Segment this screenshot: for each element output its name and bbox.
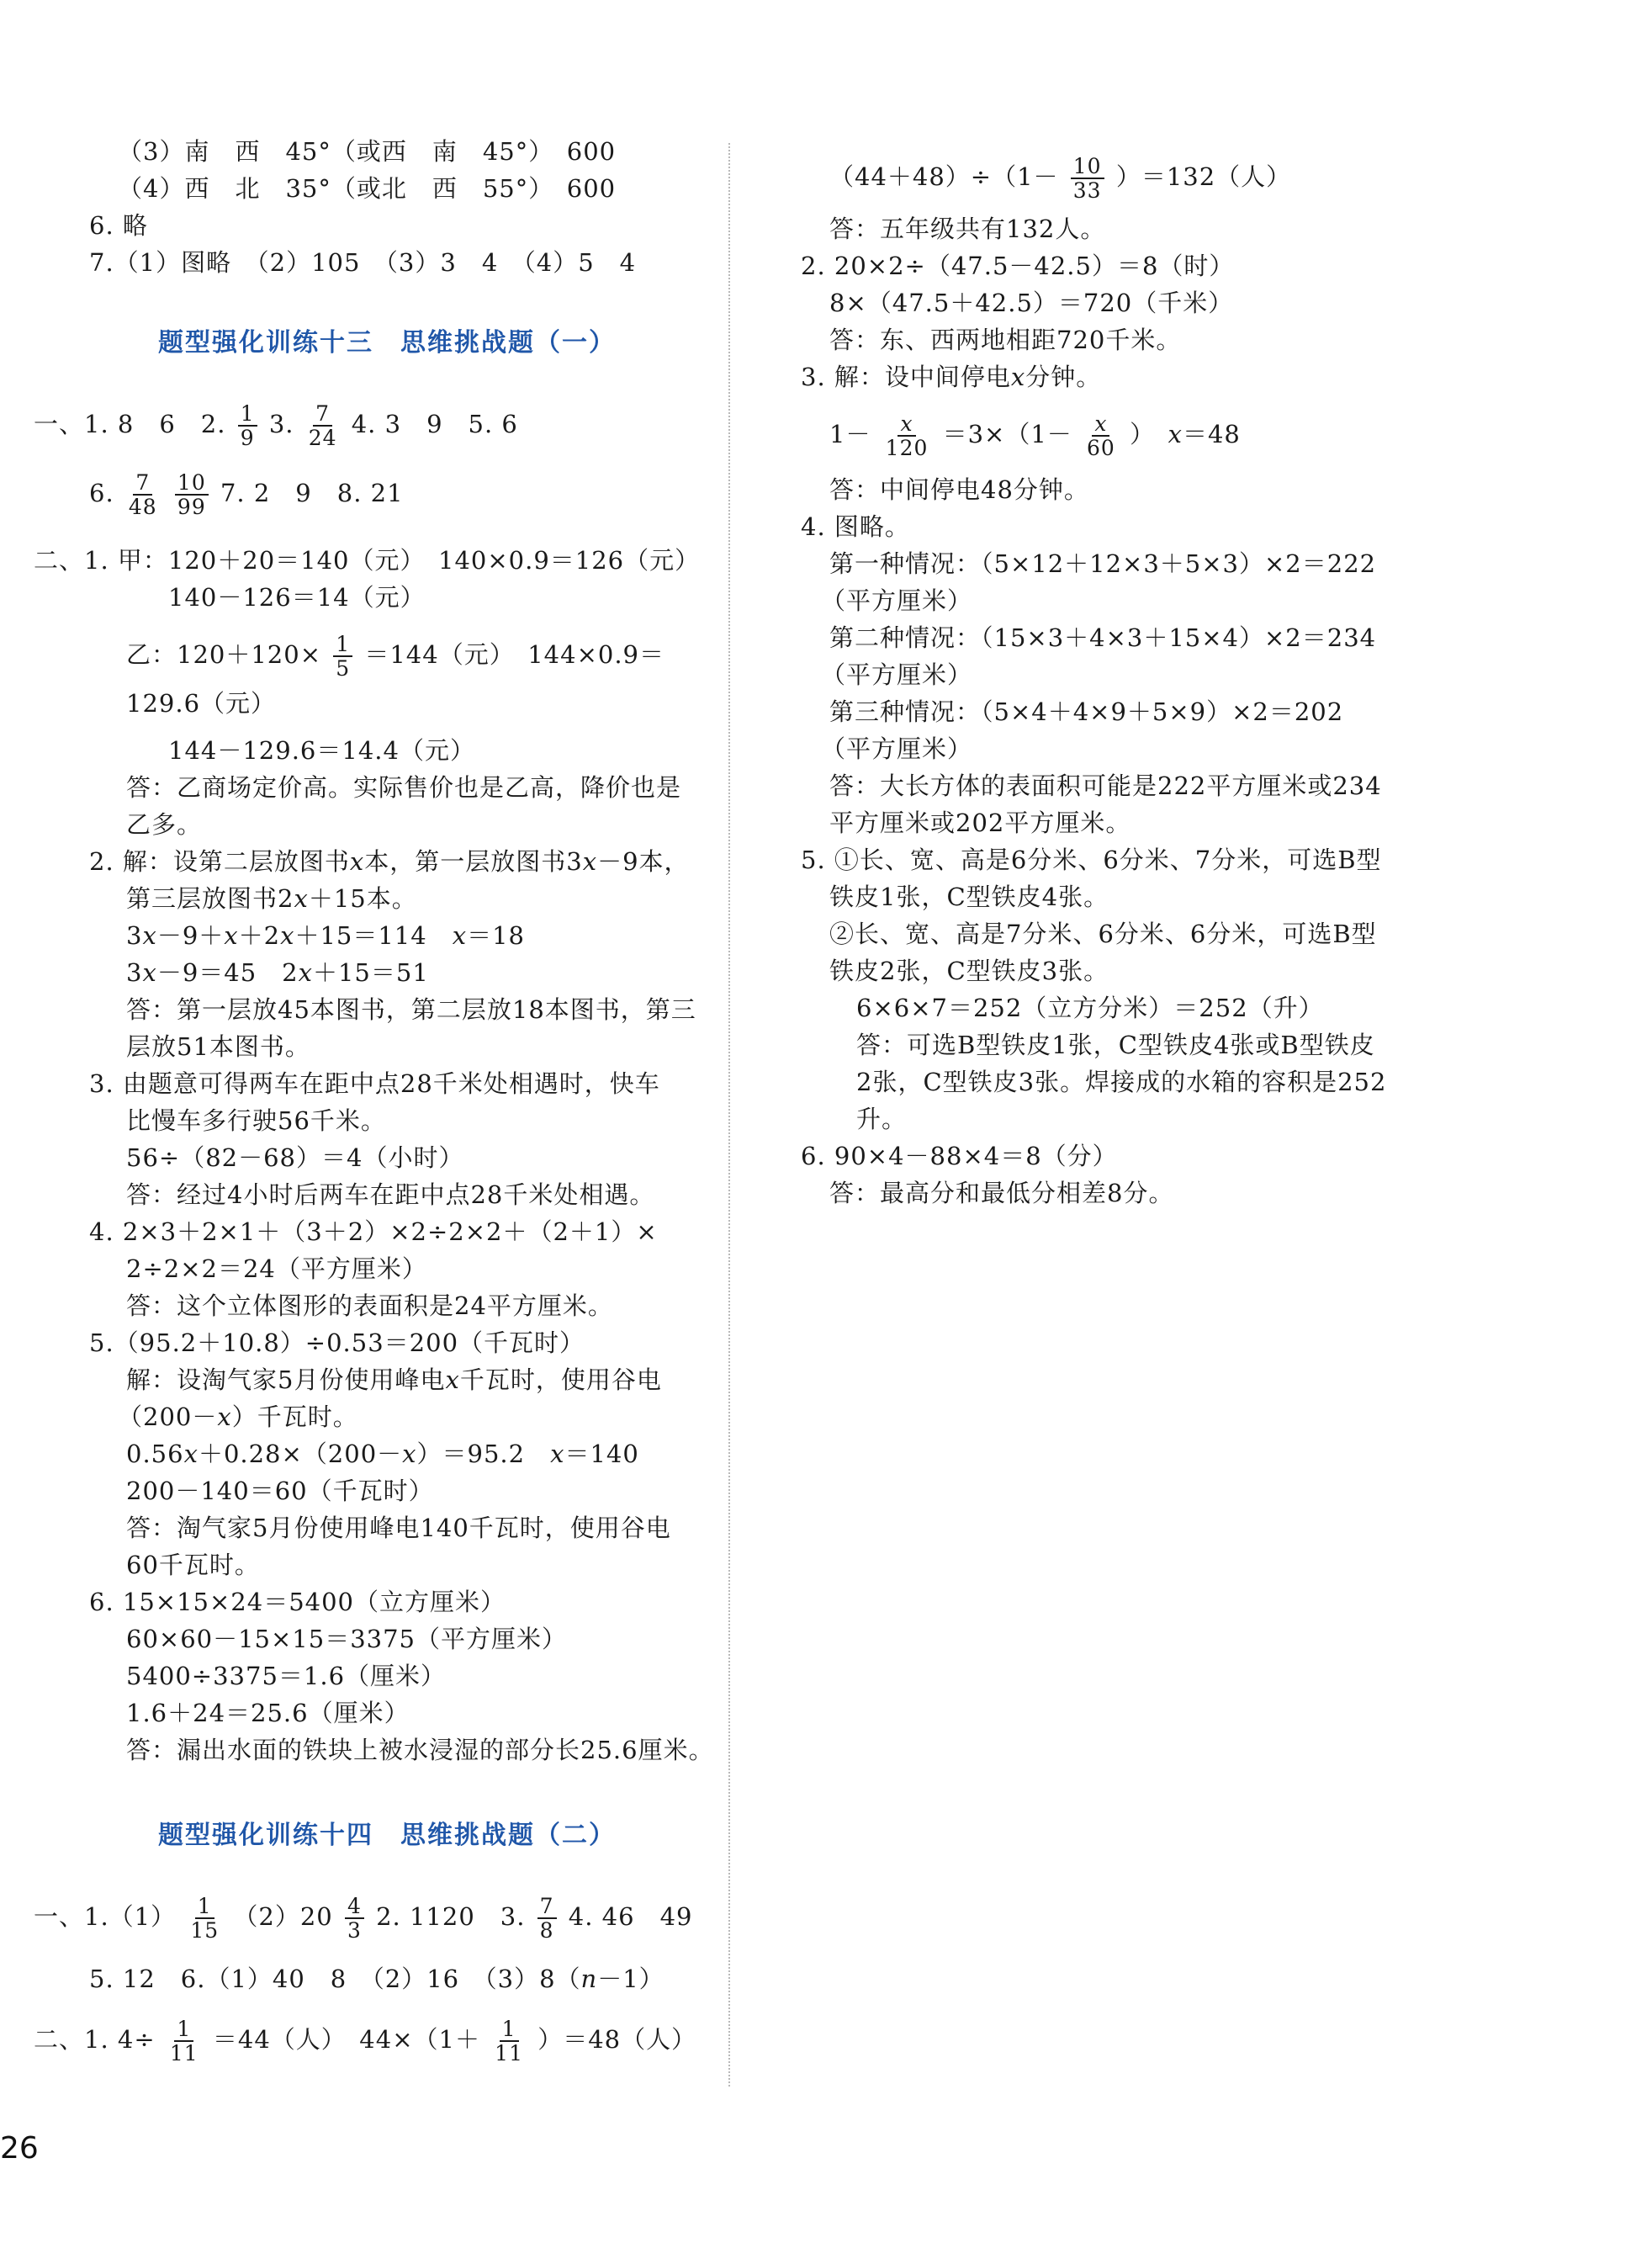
text-line: 答：乙商场定价高。实际售价也是乙高，降价也是	[126, 773, 682, 802]
text-line: 6. 略	[89, 211, 148, 240]
answer-line: 一、1.（1） $\frac{1}{15}$ （2）20 $\frac{4}{3}$ 2. 1120 3. $\frac{7}{8}$ 4. 46 49	[34, 1894, 693, 1943]
text-line: （平方厘米）	[821, 586, 973, 615]
section-heading: 题型强化训练十三 思维挑战题（一）	[158, 328, 616, 358]
text-line: 答：淘气家5月份使用峰电140千瓦时，使用谷电	[126, 1514, 671, 1542]
answer-line: 2. 解：设第二层放图书x本，第一层放图书3x－9本，	[89, 847, 690, 876]
text-line: 2张，C型铁皮3张。焊接成的水箱的容积是252	[856, 1068, 1387, 1096]
fraction: $\frac{7}{48}$	[128, 470, 157, 519]
text-line: 2. 20×2÷（47.5－42.5）＝8（时）	[801, 252, 1235, 280]
fraction: $\frac{x}{60}$	[1087, 411, 1115, 460]
answer-line: 5. 12 6.（1）40 8 （2）16 （3）8（n－1）	[89, 1965, 665, 1993]
equation-line: 1－ $\frac{x}{120}$ ＝3×（1－ $\frac{x}{60}$ ） x＝48	[829, 411, 1241, 460]
text-line: 答：大长方体的表面积可能是222平方厘米或234	[829, 772, 1382, 800]
text-line: 答：经过4小时后两车在距中点28千米处相遇。	[126, 1180, 655, 1209]
text-line: 答：最高分和最低分相差8分。	[829, 1179, 1174, 1207]
column-divider	[728, 143, 730, 2087]
text-line: 60千瓦时。	[126, 1551, 260, 1579]
equation-line: 3x－9＋x＋2x＋15＝114 x＝18	[126, 921, 525, 950]
text-line: 乙多。	[126, 810, 203, 839]
text-line: 6×6×7＝252（立方分米）＝252（升）	[856, 994, 1324, 1022]
equation-line: 3x－9＝45 2x＋15＝51	[126, 958, 429, 987]
text-line: 比慢车多行驶56千米。	[126, 1106, 386, 1135]
text-line: 1.6＋24＝25.6（厘米）	[126, 1699, 410, 1727]
text-line: 7.（1）图略 （2）105 （3）3 4 （4）5 4	[89, 248, 637, 277]
text-line: 5. ①长、宽、高是6分米、6分米、7分米，可选B型	[801, 846, 1382, 874]
text-line: 铁皮2张，C型铁皮3张。	[829, 957, 1109, 985]
text-line: 二、1. 甲：120＋20＝140（元） 140×0.9＝126（元）	[34, 546, 701, 575]
fraction: $\frac{10}{33}$	[1071, 155, 1104, 202]
text-line: 4. 图略。	[801, 512, 910, 541]
text-line: 第二种情况：（15×3＋4×3＋15×4）×2＝234	[829, 623, 1377, 652]
fraction: $\frac{1}{5}$	[333, 633, 352, 680]
text-line: 层放51本图书。	[126, 1032, 310, 1061]
fraction: $\frac{4}{3}$	[345, 1895, 364, 1942]
answer-line: 乙：120＋120× $\frac{1}{5}$ ＝144（元） 144×0.9＝	[126, 632, 665, 681]
fraction: $\frac{1}{11}$	[495, 2017, 523, 2065]
text-line: 3. 由题意可得两车在距中点28千米处相遇时，快车	[89, 1069, 660, 1098]
text-line: 答：可选B型铁皮1张，C型铁皮4张或B型铁皮	[856, 1031, 1375, 1059]
text-line: 答：漏出水面的铁块上被水浸湿的部分长25.6厘米。	[126, 1736, 714, 1764]
section-heading: 题型强化训练十四 思维挑战题（二）	[158, 1821, 616, 1850]
text-line: 60×60－15×15＝3375（平方厘米）	[126, 1625, 568, 1653]
text-line: 第三种情况：（5×4＋4×9＋5×9）×2＝202	[829, 697, 1344, 726]
answer-line: 3. 解：设中间停电x分钟。	[801, 363, 1102, 391]
text-line: 6. 15×15×24＝5400（立方厘米）	[89, 1588, 506, 1616]
text-line: 答：东、西两地相距720千米。	[829, 326, 1182, 354]
text-line: 铁皮1张，C型铁皮4张。	[829, 883, 1109, 911]
text-line: 8×（47.5＋42.5）＝720（千米）	[829, 289, 1234, 317]
text-line: 56÷（82－68）＝4（小时）	[126, 1143, 464, 1172]
answer-line: 第三层放图书2x＋15本。	[126, 884, 417, 913]
text-line: 2÷2×2＝24（平方厘米）	[126, 1254, 427, 1283]
page-number: 26	[0, 2131, 39, 2166]
text-line: 升。	[856, 1105, 908, 1133]
equation-line: 0.56x＋0.28×（200－x）＝95.2 x＝140	[126, 1440, 639, 1468]
text-line: 答：这个立体图形的表面积是24平方厘米。	[126, 1291, 613, 1320]
fraction: $\frac{7}{24}$	[308, 401, 337, 450]
text-line: （4）西 北 35°（或北 西 55°） 600	[118, 174, 617, 203]
text-line: 4. 2×3＋2×1＋（3＋2）×2÷2×2＋（2＋1）×	[89, 1217, 658, 1246]
answer-line: 二、1. 4÷ $\frac{1}{11}$ ＝44（人） 44×（1＋ $\frac{1}{11}$ ）＝48（人）	[34, 2017, 697, 2065]
fraction: $\frac{1}{15}$	[190, 1894, 220, 1943]
text-line: 5.（95.2＋10.8）÷0.53＝200（千瓦时）	[89, 1328, 585, 1357]
text-line: （平方厘米）	[821, 734, 973, 763]
answer-line: （200－x）千瓦时。	[118, 1403, 358, 1431]
text-line: 5400÷3375＝1.6（厘米）	[126, 1662, 447, 1690]
text-line: （3）南 西 45°（或西 南 45°） 600	[118, 137, 617, 166]
fraction: $\frac{10}{99}$	[175, 471, 209, 518]
text-line: 140－126＝14（元）	[168, 583, 426, 612]
answer-line: 一、1. 8 6 2. $\frac{1}{9}$ 3. $\frac{7}{24}$ 4. 3 9 5. 6	[34, 401, 518, 450]
text-line: 第一种情况：（5×12＋12×3＋5×3）×2＝222	[829, 549, 1377, 578]
text-line: 6. 90×4－88×4＝8（分）	[801, 1142, 1118, 1170]
text-line: 144－129.6＝14.4（元）	[168, 736, 475, 765]
fraction: $\frac{7}{8}$	[537, 1895, 557, 1942]
text-line: ②长、宽、高是7分米、6分米、6分米，可选B型	[829, 920, 1377, 948]
fraction: $\frac{1}{11}$	[169, 2017, 199, 2065]
text-line: 平方厘米或202平方厘米。	[829, 809, 1131, 837]
text-line: （平方厘米）	[821, 660, 973, 689]
text-line: 答：第一层放45本图书，第二层放18本图书，第三	[126, 995, 696, 1024]
text-line: 答：五年级共有132人。	[829, 215, 1106, 243]
text-line: 129.6（元）	[126, 689, 277, 718]
fraction: $\frac{1}{9}$	[238, 402, 257, 449]
fraction: $\frac{x}{120}$	[885, 411, 929, 460]
text-line: 答：中间停电48分钟。	[829, 475, 1089, 504]
answer-line: 6. $\frac{7}{48}$ $\frac{10}{99}$ 7. 2 9 8. 21	[89, 470, 404, 519]
answer-line: （44＋48）÷（1－ $\frac{10}{33}$ ）＝132（人）	[829, 154, 1292, 203]
text-line: 200－140＝60（千瓦时）	[126, 1477, 434, 1505]
answer-line: 解：设淘气家5月份使用峰电x千瓦时，使用谷电	[126, 1365, 662, 1394]
